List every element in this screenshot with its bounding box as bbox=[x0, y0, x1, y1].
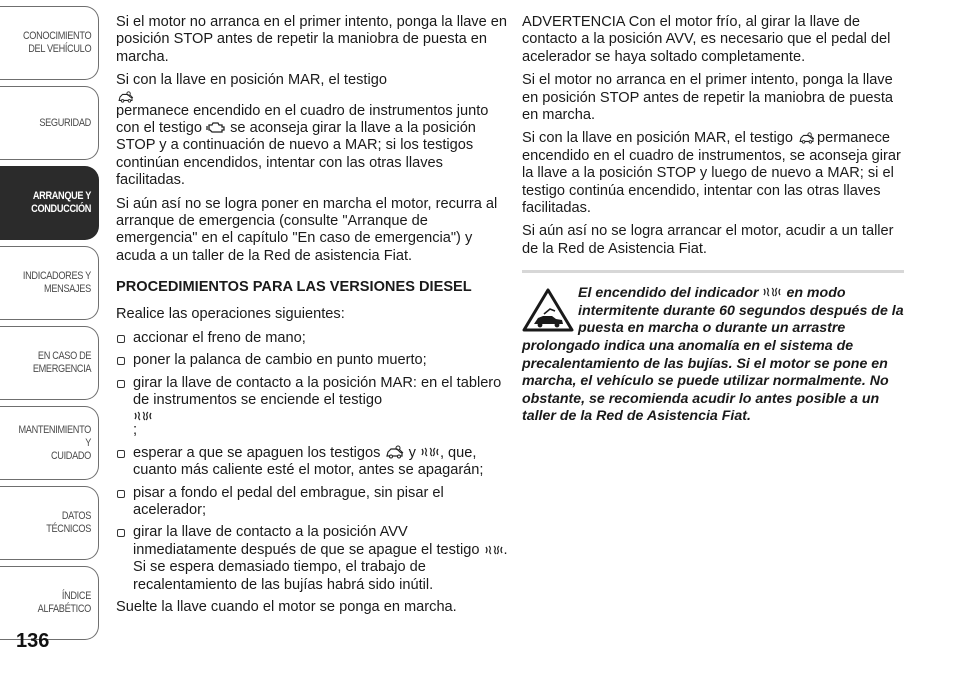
tab-seguridad[interactable]: SEGURIDAD bbox=[0, 86, 99, 160]
paragraph: Si el motor no arranca en el primer intento, ponga la llave en posición STOP antes de repetir la maniobra de puesta en marcha. bbox=[522, 72, 894, 124]
right-column bbox=[522, 14, 910, 426]
car-key-icon bbox=[797, 132, 817, 144]
engine-check-icon bbox=[206, 120, 226, 134]
paragraph: Suelte la llave cuando el motor se ponga en marcha. bbox=[116, 598, 457, 615]
list-item: esperar a que se apaguen los testigos y , que, cuanto más caliente esté el motor, antes se apagarán; bbox=[116, 445, 508, 480]
list-item: pisar a fondo el pedal del embrague, sin pisar el acelerador; bbox=[116, 485, 508, 520]
tab-conocimiento-del-vehiculo[interactable]: CONOCIMIENTO DEL VEHÍCULO bbox=[0, 6, 99, 80]
paragraph: Si aún así no se logra arrancar el motor, acudir a un taller de la Red de Asistencia Fiat. bbox=[522, 223, 894, 257]
glow-plug-icon bbox=[133, 410, 153, 422]
divider bbox=[522, 270, 904, 273]
page-number: 136 bbox=[16, 630, 50, 652]
car-key-icon bbox=[385, 445, 405, 459]
paragraph: ADVERTENCIA Con el motor frío, al girar la llave de contacto a la posición AVV, es necesario que el pedal del acelerador se haya soltado completamente. bbox=[522, 14, 891, 65]
tab-indicadores-y-mensajes[interactable]: INDICADORES Y MENSAJES bbox=[0, 246, 99, 320]
checkbox-bullet-icon bbox=[117, 380, 125, 388]
checkbox-bullet-icon bbox=[117, 490, 125, 498]
tab-indice-alfabetico[interactable]: ÍNDICE ALFABÉTICO bbox=[0, 566, 99, 640]
paragraph: Si el motor no arranca en el primer intento, ponga la llave en posición STOP antes de repetir la maniobra de puesta en marcha. bbox=[116, 14, 508, 65]
list-item: poner la palanca de cambio en punto muerto; bbox=[116, 352, 508, 369]
list-item: accionar el freno de mano; bbox=[116, 330, 508, 347]
list-item: girar la llave de contacto a la posición MAR: en el tablero de instrumentos se enciende el testigo ; bbox=[116, 375, 508, 440]
glow-plug-icon bbox=[420, 445, 440, 459]
tab-mantenimiento-y-cuidado[interactable]: MANTENIMIENTO Y CUIDADO bbox=[0, 406, 99, 480]
checkbox-bullet-icon bbox=[117, 450, 125, 458]
glow-plug-icon bbox=[484, 544, 504, 556]
left-column bbox=[116, 14, 508, 622]
checkbox-bullet-icon bbox=[117, 529, 125, 537]
paragraph: Si con la llave en posición MAR, el testigo permanece encendido en el cuadro de instrumentos junto con el testigo se aconseja girar la llave a la posición STOP y a continuación de nuevo a MAR; si los testigos continúan encendidos, intentar con las otras llaves facilitadas. bbox=[116, 72, 489, 189]
section-heading: PROCEDIMIENTOS PARA LAS VERSIONES DIESEL bbox=[116, 279, 472, 296]
tab-en-caso-de-emergencia[interactable]: EN CASO DE EMERGENCIA bbox=[0, 326, 99, 400]
list-item: girar la llave de contacto a la posición AVV inmediatamente después de que se apague el testigo . Si se espera demasiado tiempo, el trabajo de recalentamiento de las bujías habrá sido inútil. bbox=[116, 524, 508, 594]
warning-triangle-icon bbox=[522, 287, 574, 333]
tab-arranque-y-conduccion[interactable]: ARRANQUE Y CONDUCCIÓN bbox=[0, 166, 99, 240]
car-key-icon bbox=[116, 91, 136, 103]
paragraph: Si aún así no se logra poner en marcha el motor, recurra al arranque de emergencia (consulte "Arranque de emergencia" en el capítulo "En caso de emergencia") y acuda a un taller de la Red de asistencia Fiat. bbox=[116, 195, 498, 264]
checkbox-bullet-icon bbox=[117, 335, 125, 343]
paragraph: Si con la llave en posición MAR, el testigo permanece encendido en el cuadro de instrumentos, se aconseja girar la llave a la posición STOP y luego de nuevo a MAR; si el testigo continúa encendido, intentar con las otras llaves facilitadas. bbox=[522, 130, 901, 217]
glow-plug-icon bbox=[762, 285, 782, 299]
tab-datos-tecnicos[interactable]: DATOS TÉCNICOS bbox=[0, 486, 99, 560]
paragraph: Realice las operaciones siguientes: bbox=[116, 306, 345, 323]
warning-box: El encendido del indicador en modo intermitente durante 60 segundos después de la puesta en marcha o durante un arrastre prolongado indica una anomalía en el sistema de precalentamiento de las bujías. Si el motor se pone en marcha, el vehículo se puede utilizar normalmente. No obstante, se recomienda acudir lo antes posible a un taller de la Red de Asistencia Fiat. bbox=[522, 285, 904, 425]
steps-list bbox=[116, 330, 508, 594]
checkbox-bullet-icon bbox=[117, 357, 125, 365]
